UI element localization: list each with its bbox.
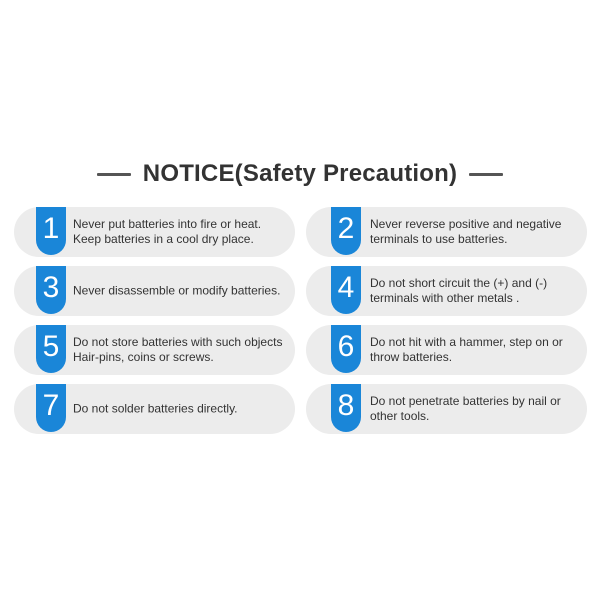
precaution-line: Never reverse positive and negative (370, 217, 562, 231)
precaution-line: other tools. (370, 409, 430, 423)
number-badge-2: 2 (331, 207, 361, 255)
title-left-dash (97, 173, 131, 176)
precaution-line: Do not store batteries with such objects (73, 335, 283, 349)
precaution-text-4 (370, 276, 579, 306)
precaution-text-8 (370, 394, 579, 424)
precaution-line: Never disassemble or modify batteries. (73, 283, 281, 298)
precaution-card-6 (306, 325, 587, 375)
notice-header (0, 156, 600, 192)
precaution-text-5 (73, 335, 287, 365)
precaution-card-1 (14, 207, 295, 257)
number-badge-5: 5 (36, 325, 66, 373)
precaution-card-7 (14, 384, 295, 434)
number-badge-4: 4 (331, 266, 361, 314)
precaution-line: throw batteries. (370, 350, 453, 364)
precaution-line: Do not hit with a hammer, step on or (370, 335, 563, 349)
precaution-line: Hair-pins, coins or screws. (73, 350, 214, 364)
number-badge-1: 1 (36, 207, 66, 255)
precaution-line: terminals to use batteries. (370, 232, 508, 246)
precaution-line: Never put batteries into fire or heat. (73, 217, 262, 231)
precaution-line: Do not short circuit the (+) and (-) (370, 276, 548, 290)
precaution-text-6 (370, 335, 579, 365)
precaution-card-2 (306, 207, 587, 257)
number-badge-7: 7 (36, 384, 66, 432)
number-badge-8: 8 (331, 384, 361, 432)
precaution-text-2 (370, 217, 579, 247)
precaution-text-1 (73, 217, 287, 247)
precaution-text-7 (73, 402, 287, 417)
precaution-card-8 (306, 384, 587, 434)
title-right-dash (469, 173, 503, 176)
precaution-card-5 (14, 325, 295, 375)
precaution-line: Do not penetrate batteries by nail or (370, 394, 561, 408)
number-badge-6: 6 (331, 325, 361, 373)
page-title: NOTICE(Safety Precaution) (142, 160, 458, 187)
precaution-line: Keep batteries in a cool dry place. (73, 232, 254, 246)
precaution-line: Do not solder batteries directly. (73, 401, 238, 416)
precaution-card-3 (14, 266, 295, 316)
precaution-card-4 (306, 266, 587, 316)
number-badge-3: 3 (36, 266, 66, 314)
precaution-line: terminals with other metals . (370, 291, 520, 305)
precaution-text-3 (73, 284, 287, 299)
